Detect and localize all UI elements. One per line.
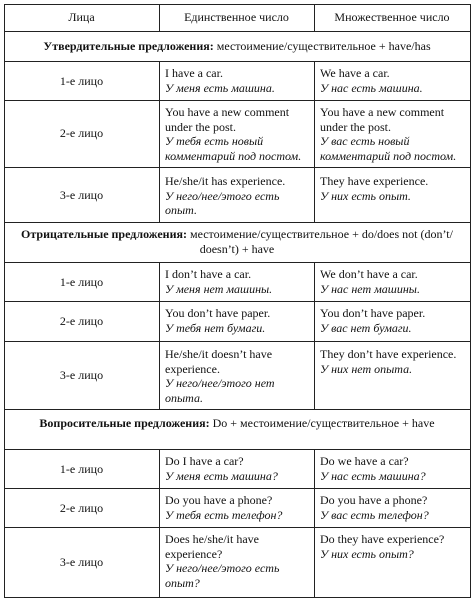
russian-translation: У тебя нет бумаги. — [165, 320, 266, 335]
english-text: Do you have a phone? — [165, 493, 273, 507]
column-divider — [159, 262, 160, 409]
header-plural: Множественное число — [334, 10, 450, 24]
russian-translation: У него/нее/этого есть опыт? — [165, 561, 280, 590]
english-text: They don’t have experience. — [320, 347, 457, 361]
english-text: He/she/it has experience. — [165, 174, 286, 188]
russian-translation: У вас есть телефон? — [320, 507, 429, 522]
russian-translation: У меня есть машина? — [165, 468, 278, 483]
row-divider — [4, 409, 470, 410]
russian-translation: У них есть опыт? — [320, 546, 414, 561]
english-text: Do I have a car? — [165, 454, 244, 468]
column-divider — [314, 449, 315, 598]
column-divider — [314, 262, 315, 409]
russian-translation: У них есть опыт. — [320, 188, 411, 203]
plural-cell — [320, 493, 466, 522]
column-divider — [314, 61, 315, 222]
english-text: Do you have a phone? — [320, 493, 428, 507]
person-label: 1-е лицо — [59, 74, 104, 88]
row-divider — [4, 341, 470, 342]
plural-cell — [320, 306, 466, 335]
russian-translation: У нас нет машины. — [320, 281, 420, 296]
english-text: You don’t have paper. — [320, 306, 426, 320]
section-label: Вопросительные предложения: — [39, 416, 210, 430]
column-divider — [159, 61, 160, 222]
plural-cell — [320, 66, 466, 95]
russian-translation: У тебя есть телефон? — [165, 507, 283, 522]
english-text: They have experience. — [320, 174, 429, 188]
russian-translation: У нас есть машина. — [320, 80, 423, 95]
row-divider — [4, 61, 470, 62]
person-label: 2-е лицо — [59, 314, 104, 328]
russian-translation: У меня нет машины. — [165, 281, 273, 296]
singular-cell — [165, 66, 313, 95]
plural-cell — [320, 532, 466, 561]
english-text: Do we have a car? — [320, 454, 409, 468]
person-label: 1-е лицо — [59, 275, 104, 289]
english-text: You have a new comment under the post. — [320, 105, 445, 134]
russian-translation: У вас есть новый комментарий под постом. — [320, 134, 457, 163]
row-divider — [4, 100, 470, 101]
singular-cell — [165, 306, 313, 335]
russian-translation: У них нет опыта. — [320, 361, 413, 376]
header-person: Лица — [68, 10, 95, 24]
english-text: I have a car. — [165, 66, 223, 80]
singular-cell — [165, 267, 313, 296]
section-title-negative — [12, 227, 462, 256]
singular-cell — [165, 174, 313, 218]
english-text: Does he/she/it have experience? — [165, 532, 259, 561]
section-rule: местоимение/существительное + do/does not (don’t/ doesn’t) + have — [186, 227, 453, 256]
row-divider — [4, 449, 470, 450]
person-label: 2-е лицо — [59, 501, 104, 515]
russian-translation: У него/нее/этого есть опыт. — [165, 188, 280, 217]
section-title-interrogative — [4, 416, 470, 431]
row-divider — [4, 222, 470, 223]
section-label: Утвердительные предложения: — [43, 39, 214, 53]
table-border — [470, 4, 471, 598]
english-text: We don’t have a car. — [320, 267, 418, 281]
russian-translation: У тебя есть новый комментарий под постом. — [165, 134, 302, 163]
russian-translation: У нас есть машина? — [320, 468, 426, 483]
row-divider — [4, 167, 470, 168]
english-text: We have a car. — [320, 66, 390, 80]
russian-translation: У меня есть машина. — [165, 80, 275, 95]
row-divider — [4, 527, 470, 528]
section-rule: Do + местоимение/существительное + have — [209, 416, 435, 430]
english-text: He/she/it doesn’t have experience. — [165, 347, 273, 376]
russian-translation: У вас нет бумаги. — [320, 320, 412, 335]
english-text: You have a new comment under the post. — [165, 105, 290, 134]
singular-cell — [165, 105, 313, 163]
person-label: 1-е лицо — [59, 462, 104, 476]
person-label: 3-е лицо — [59, 368, 104, 382]
row-divider — [4, 301, 470, 302]
plural-cell — [320, 347, 466, 376]
table-border — [4, 597, 470, 598]
english-text: Do they have experience? — [320, 532, 445, 546]
row-divider — [4, 262, 470, 263]
plural-cell — [320, 105, 466, 163]
person-label: 3-е лицо — [59, 555, 104, 569]
singular-cell — [165, 532, 313, 590]
plural-cell — [320, 267, 466, 296]
singular-cell — [165, 493, 313, 522]
person-label: 2-е лицо — [59, 126, 104, 140]
table-border — [4, 4, 470, 5]
english-text: You don’t have paper. — [165, 306, 271, 320]
russian-translation: У него/нее/этого нет опыта. — [165, 376, 275, 405]
column-divider — [159, 449, 160, 598]
english-text: I don’t have a car. — [165, 267, 252, 281]
singular-cell — [165, 347, 313, 405]
plural-cell — [320, 454, 466, 483]
row-divider — [4, 488, 470, 489]
plural-cell — [320, 174, 466, 203]
row-divider — [4, 31, 470, 32]
section-title-affirmative — [4, 39, 470, 54]
section-label: Отрицательные предложения: — [21, 227, 187, 241]
section-rule: местоимение/существительное + have/has — [213, 39, 431, 53]
person-label: 3-е лицо — [59, 188, 104, 202]
singular-cell — [165, 454, 313, 483]
header-singular: Единственное число — [184, 10, 289, 24]
